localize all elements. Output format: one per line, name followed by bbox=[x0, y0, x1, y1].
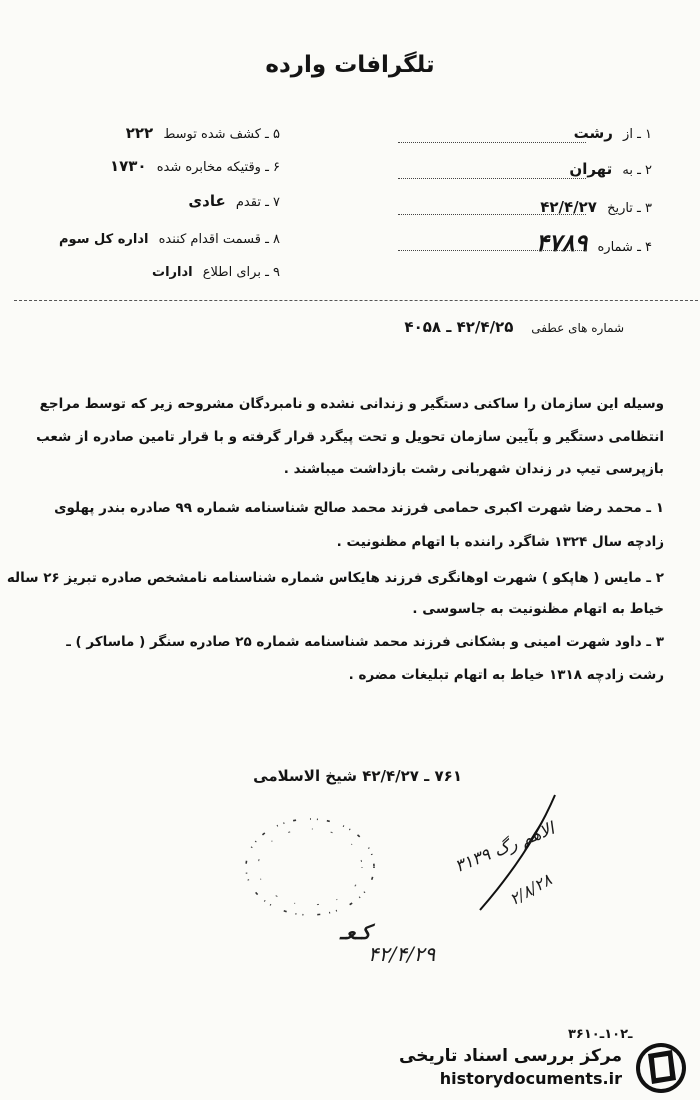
body-line: ۲ ـ مایس ( هاپکو ) شهرت اوهانگری فرزند هایکاس شماره شناسنامه نامشخص صادره تبریز ۲۶ ساله bbox=[6, 570, 664, 586]
field-for-information-label: ۹ ـ برای اطلاع bbox=[202, 265, 280, 280]
field-decoded-by-value: ۲۲۲ bbox=[125, 124, 154, 142]
watermark-logo-icon bbox=[632, 1040, 690, 1096]
field-priority-label: ۷ ـ تقدم bbox=[235, 195, 280, 210]
handwritten-initials: کـعـ bbox=[340, 920, 371, 944]
signature-line: ۷۶۱ ـ ۴۲/۴/۲۷ شیخ الاسلامی bbox=[253, 767, 462, 785]
field-transmitted-time-value: ۱۷۳۰ bbox=[109, 157, 147, 175]
body-line: ۳ ـ داود شهرت امینی و بشکانی فرزند محمد شناسنامه شماره ۲۵ صادره سنگر ( ماساکر ) ـ bbox=[66, 634, 664, 650]
field-action-department-value: اداره کل سوم bbox=[59, 232, 149, 247]
body-line: وسیله این سازمان را ساکنی دستگیر و زندانی نشده و نامبردگان مشروحه زیر که توسط مراجع bbox=[39, 396, 664, 412]
dotted-line bbox=[398, 250, 586, 251]
handwritten-note-2: ۲/۸/۲۸ bbox=[506, 869, 555, 910]
document-footer-number: ۳۶ـ۱۰۲ـ۱۰ bbox=[568, 1027, 633, 1042]
field-decoded-by bbox=[96, 124, 280, 142]
field-transmitted-time-label: ۶ ـ وقتیکه مخابره شده bbox=[156, 160, 280, 175]
field-from-value: رشت bbox=[573, 124, 613, 142]
field-action-department-label: ۸ ـ قسمت اقدام کننده bbox=[158, 232, 280, 247]
reference-line bbox=[404, 318, 624, 336]
stamp-seal bbox=[240, 812, 380, 922]
handwritten-note-1: الاهم رگ ۳۱۳۹ bbox=[452, 818, 558, 878]
field-to bbox=[569, 160, 652, 178]
field-number bbox=[536, 228, 652, 257]
reference-label: شماره های عطفی bbox=[531, 321, 624, 335]
body-line: بازپرسی تیپ در زندان شهربانی رشت بازداشت میباشند . bbox=[283, 461, 664, 477]
body-line: خیاط به اتهام مظنونیت به جاسوسی . bbox=[412, 601, 664, 617]
reference-value: ۴۲/۴/۲۵ ـ ۴۰۵۸ bbox=[404, 318, 514, 336]
watermark-url: historydocuments.ir bbox=[439, 1069, 622, 1088]
field-transmitted-time bbox=[96, 157, 280, 175]
field-number-value: ۴۷۸۹ bbox=[535, 228, 588, 257]
dotted-line bbox=[398, 214, 586, 215]
body-line: زادچه سال ۱۳۲۴ شاگرد راننده با اتهام مظنونیت . bbox=[336, 534, 664, 550]
handwritten-date: ۴۲/۴/۲۹ bbox=[368, 942, 436, 966]
field-priority bbox=[96, 192, 280, 210]
body-line: ۱ ـ محمد رضا شهرت اکبری حمامی فرزند محمد صالح شناسنامه شماره ۹۹ صادره بندر پهلوی bbox=[54, 500, 664, 516]
document-title: تلگرافات وارده bbox=[265, 52, 435, 78]
field-to-label: ۲ ـ به bbox=[622, 163, 652, 178]
field-date-label: ۳ ـ تاریخ bbox=[607, 201, 652, 216]
field-date-value: ۴۲/۴/۲۷ bbox=[540, 198, 597, 216]
header-divider bbox=[14, 300, 698, 301]
watermark-name: مرکز بررسی اسناد تاریخی bbox=[399, 1046, 622, 1066]
field-from-label: ۱ ـ از bbox=[623, 127, 652, 142]
field-from bbox=[574, 124, 652, 142]
field-priority-value: عادی bbox=[188, 192, 226, 210]
field-to-value: تهران bbox=[569, 160, 613, 178]
body-line: رشت زادچه ۱۳۱۸ خیاط به اتهام تبلیغات مضره . bbox=[348, 667, 664, 683]
field-number-label: ۴ ـ شماره bbox=[597, 240, 652, 255]
field-for-information-value: ادارات bbox=[152, 265, 193, 280]
field-for-information bbox=[96, 265, 280, 280]
body-line: انتظامی دستگیر و بآیین سازمان تحویل و تحت پیگرد قرار گرفته و با قرار تامین صادره از شعب bbox=[36, 429, 664, 445]
field-decoded-by-label: ۵ ـ کشف شده توسط bbox=[163, 127, 280, 142]
dotted-line bbox=[398, 142, 586, 143]
dotted-line bbox=[398, 178, 586, 179]
field-action-department bbox=[59, 232, 280, 247]
